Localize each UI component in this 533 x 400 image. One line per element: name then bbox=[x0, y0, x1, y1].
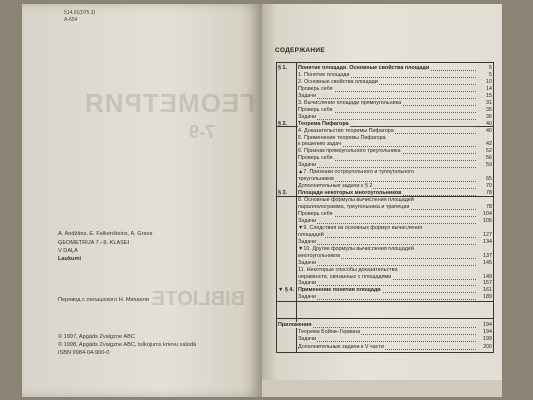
appendix-page-number: 200 bbox=[483, 343, 492, 350]
appendix-entry-text: Задачи bbox=[298, 336, 317, 343]
toc-entry-text: ▼10. Другие формулы вычисления площадей bbox=[298, 245, 414, 252]
toc-entry bbox=[278, 183, 492, 190]
toc-entry-text: неравенств, связанных с площадями bbox=[298, 273, 392, 280]
toc-entry bbox=[278, 267, 492, 274]
copyright-line: © 1998, Apgāds Zvaigzne ABC, tulkojums krievu valodā bbox=[58, 342, 197, 348]
toc-entry-title bbox=[298, 183, 476, 190]
toc-entry bbox=[278, 239, 492, 246]
book-title-latvian: ĢEOMETRIJA 7.–9. KLASEI bbox=[58, 240, 130, 246]
toc-entry-text: Задачи bbox=[298, 113, 317, 120]
toc-entry bbox=[278, 121, 492, 128]
toc-entry-title bbox=[298, 72, 476, 79]
toc-entry-text: Задачи bbox=[298, 280, 317, 287]
toc-page-number: 65 bbox=[486, 176, 492, 183]
toc-entry bbox=[278, 246, 492, 253]
toc-entry-text: Проверь себя bbox=[298, 106, 333, 113]
toc-page-number: 145 bbox=[483, 259, 492, 266]
toc-page-number: 104 bbox=[483, 210, 492, 217]
toc-entry-title bbox=[298, 211, 476, 218]
toc-page-number: 40 bbox=[486, 120, 492, 127]
toc-page-number: 127 bbox=[483, 231, 492, 238]
appendix-entry bbox=[278, 322, 492, 329]
toc-rule bbox=[277, 318, 493, 319]
toc-entry bbox=[278, 135, 492, 142]
toc-entry bbox=[278, 86, 492, 93]
toc-section-number: § 2. bbox=[278, 120, 287, 127]
toc-entry bbox=[278, 287, 492, 294]
appendix-entry-text: Дополнительные задачи к V части bbox=[298, 343, 384, 350]
toc-entry-title bbox=[298, 267, 476, 274]
appendix-entry-title bbox=[298, 329, 476, 336]
udk-code bbox=[64, 10, 95, 24]
toc-entry-title bbox=[298, 232, 476, 239]
appendix-page-number: 194 bbox=[483, 322, 492, 328]
appendix-page-number: 194 bbox=[483, 329, 492, 336]
toc-entry bbox=[278, 280, 492, 287]
toc-entry-title bbox=[298, 169, 476, 176]
toc-entry-title bbox=[298, 176, 476, 183]
toc-entry-title bbox=[298, 155, 476, 162]
toc-entry-text: 8. Основные формулы вычисления площадей bbox=[298, 197, 414, 204]
toc-entry-text: Проверь себя bbox=[298, 85, 333, 92]
right-page-bottom-edge bbox=[262, 380, 502, 397]
toc-entry bbox=[278, 169, 492, 176]
toc-entry bbox=[278, 100, 492, 107]
toc-entry-title bbox=[298, 135, 476, 142]
toc-entry bbox=[278, 141, 492, 148]
toc-entry bbox=[278, 114, 492, 121]
copyright-line: © 1997, Apgāds Zvaigzne ABC bbox=[58, 334, 135, 340]
toc-section-number: ▼ § 4. bbox=[278, 287, 294, 294]
toc-entry-title bbox=[298, 197, 476, 204]
toc-page-number: 189 bbox=[483, 294, 492, 301]
toc-entry-text: Задачи bbox=[298, 217, 317, 224]
toc-entry-text: Задачи bbox=[298, 259, 317, 266]
book-part: V DAĻA bbox=[58, 248, 78, 254]
toc-entry-title bbox=[298, 100, 476, 107]
appendix-page-number: 199 bbox=[483, 336, 492, 343]
toc-entry-text: 3. Вычисление площади прямоугольника bbox=[298, 99, 402, 106]
isbn: ISBN 9984-04-900-0 bbox=[58, 350, 110, 356]
toc-entry-title bbox=[298, 128, 476, 135]
toc-entry-text: Понятие площади. Основные свойства площади bbox=[298, 65, 430, 71]
toc-page-number: 134 bbox=[483, 238, 492, 245]
toc-entry-text: к решению задач bbox=[298, 141, 342, 148]
toc-entry-title bbox=[298, 65, 476, 72]
toc-entry bbox=[278, 79, 492, 86]
udk-line: 514.01(075.3) bbox=[64, 10, 96, 16]
toc-entry bbox=[278, 93, 492, 100]
authors: A. Andžāns, E. Falkenšteins, A. Grava bbox=[58, 231, 153, 237]
toc-entry-title bbox=[298, 225, 476, 232]
toc-page-number: 5 bbox=[489, 71, 492, 78]
toc-entry-text: Задачи bbox=[298, 294, 317, 301]
toc-entry-title bbox=[298, 141, 476, 148]
toc-entry bbox=[278, 211, 492, 218]
toc-entry-title bbox=[298, 162, 476, 169]
toc-page-number: 78 bbox=[486, 204, 492, 210]
toc-entry-title bbox=[298, 148, 476, 155]
toc-page-number: 70 bbox=[486, 183, 492, 190]
toc-entry-text: 5. Применение теоремы Пифагора bbox=[298, 134, 386, 141]
toc-entry-title bbox=[298, 253, 476, 260]
appendix-entry-title bbox=[298, 344, 476, 351]
toc-entry-text: Задачи bbox=[298, 162, 317, 169]
toc-entry-title bbox=[298, 121, 476, 128]
toc-entry bbox=[278, 260, 492, 267]
toc-entry bbox=[278, 232, 492, 239]
toc-entry bbox=[278, 190, 492, 197]
toc-entry bbox=[278, 176, 492, 183]
toc-entry-text: Дополнительные задачи к § 2 bbox=[298, 183, 373, 190]
toc-page-number: 40 bbox=[486, 127, 492, 134]
translator-note: Перевод с латышского Н. Михаели bbox=[58, 297, 149, 303]
toc-entry bbox=[278, 197, 492, 204]
toc-page-number: 59 bbox=[486, 162, 492, 169]
toc-entry bbox=[278, 225, 492, 232]
toc-entry-text: Задачи bbox=[298, 92, 317, 99]
appendix-entry-title bbox=[298, 336, 476, 343]
toc-entry bbox=[278, 162, 492, 169]
toc-entry-text: 1. Понятие площади bbox=[298, 71, 350, 78]
toc-page-number: 5 bbox=[489, 65, 492, 71]
appendix-entry bbox=[278, 344, 492, 351]
toc-entry bbox=[278, 72, 492, 79]
udk-line: А-654 bbox=[64, 17, 78, 23]
toc-entry bbox=[278, 253, 492, 260]
toc-entry-text: Теорема Пифагора bbox=[298, 120, 349, 127]
toc-entry-text: Применение понятия площади bbox=[298, 287, 381, 294]
toc-page-number: 52 bbox=[486, 148, 492, 155]
toc-entry-text: треугольников bbox=[298, 176, 335, 183]
toc-page-number: 157 bbox=[483, 280, 492, 287]
toc-entry-text: Проверь себя bbox=[298, 210, 333, 217]
toc-entry-text: площадей bbox=[298, 231, 324, 238]
toc-entry-title bbox=[298, 114, 476, 121]
toc-entry-text: ▲7. Признаки остроугольного и тупоугольного bbox=[298, 169, 415, 176]
toc-title: СОДЕРЖАНИЕ bbox=[275, 47, 325, 54]
toc-entry-title bbox=[298, 93, 476, 100]
book-subtitle: Laukumi bbox=[58, 256, 82, 262]
toc-entry-title bbox=[298, 239, 476, 246]
toc-entry bbox=[278, 218, 492, 225]
toc-page-number: 78 bbox=[486, 190, 492, 197]
toc-entry-title bbox=[298, 79, 476, 86]
toc-entry-text: Задачи bbox=[298, 238, 317, 245]
toc-entry bbox=[278, 128, 492, 135]
toc-entry bbox=[278, 65, 492, 72]
toc-entry-title bbox=[298, 86, 476, 93]
toc-entry bbox=[278, 107, 492, 114]
toc-page-number: 10 bbox=[486, 78, 492, 85]
toc-entry-text: 6. Признак прямоугольного треугольника bbox=[298, 148, 401, 155]
toc-entry-title bbox=[298, 294, 476, 301]
ghost-stamp: BIBLIOTE bbox=[151, 288, 245, 310]
toc-page-number: 15 bbox=[486, 92, 492, 99]
toc-section-number: § 3. bbox=[278, 190, 287, 197]
toc-entry-text: 4. Доказательство теоремы Пифагора bbox=[298, 127, 394, 134]
toc-entry bbox=[278, 274, 492, 281]
appendix-entry bbox=[278, 336, 492, 343]
toc-entry-title bbox=[298, 204, 476, 211]
toc-page-number: 42 bbox=[486, 141, 492, 148]
toc-entry-text: 11. Некоторые способы доказательства bbox=[298, 266, 398, 273]
toc-section-number: § 1. bbox=[278, 65, 287, 71]
toc-entry-text: многоугольников bbox=[298, 252, 341, 259]
toc-entry-text: Площади некоторых многоугольников bbox=[298, 190, 402, 197]
toc-entry bbox=[278, 294, 492, 301]
ghost-grades: 7-9 bbox=[188, 122, 215, 142]
ghost-title: ГЕОМЕТРИЯ bbox=[84, 88, 255, 118]
toc-entry bbox=[278, 155, 492, 162]
toc-entry-text: параллелограмма, треугольника и трапеции bbox=[298, 204, 410, 210]
toc-page-number: 14 bbox=[486, 85, 492, 92]
toc-entry-title bbox=[298, 107, 476, 114]
appendix-entry bbox=[278, 329, 492, 336]
toc-entry bbox=[278, 204, 492, 211]
toc-entry-text: Проверь себя bbox=[298, 155, 333, 162]
appendix-entry-text: Теорема Бойяи–Гервина bbox=[298, 329, 361, 336]
toc-page-number: 137 bbox=[483, 252, 492, 259]
appendix-entry-title bbox=[278, 322, 476, 329]
toc-page-number: 149 bbox=[483, 273, 492, 280]
toc-page-number: 36 bbox=[486, 113, 492, 120]
toc-page-number: 105 bbox=[483, 217, 492, 224]
toc-page-number: 35 bbox=[486, 106, 492, 113]
toc-page-number: 56 bbox=[486, 155, 492, 162]
appendix-entry-text: Приложения bbox=[278, 322, 312, 328]
toc-page-number: 31 bbox=[486, 99, 492, 106]
toc-entry-title bbox=[298, 246, 476, 253]
toc-entry-text: ▼9. Следствия из основных формул вычисления bbox=[298, 224, 423, 231]
toc-entry bbox=[278, 148, 492, 155]
toc-entry-title bbox=[298, 274, 476, 281]
toc-entry-title bbox=[298, 218, 476, 225]
toc-entry-title bbox=[298, 280, 476, 287]
toc-entry-title bbox=[298, 287, 476, 294]
toc-entry-text: 2. Основные свойства площади bbox=[298, 78, 378, 85]
toc-entry-title bbox=[298, 190, 476, 197]
toc-page-number: 161 bbox=[483, 287, 492, 294]
toc-entry-title bbox=[298, 260, 476, 267]
